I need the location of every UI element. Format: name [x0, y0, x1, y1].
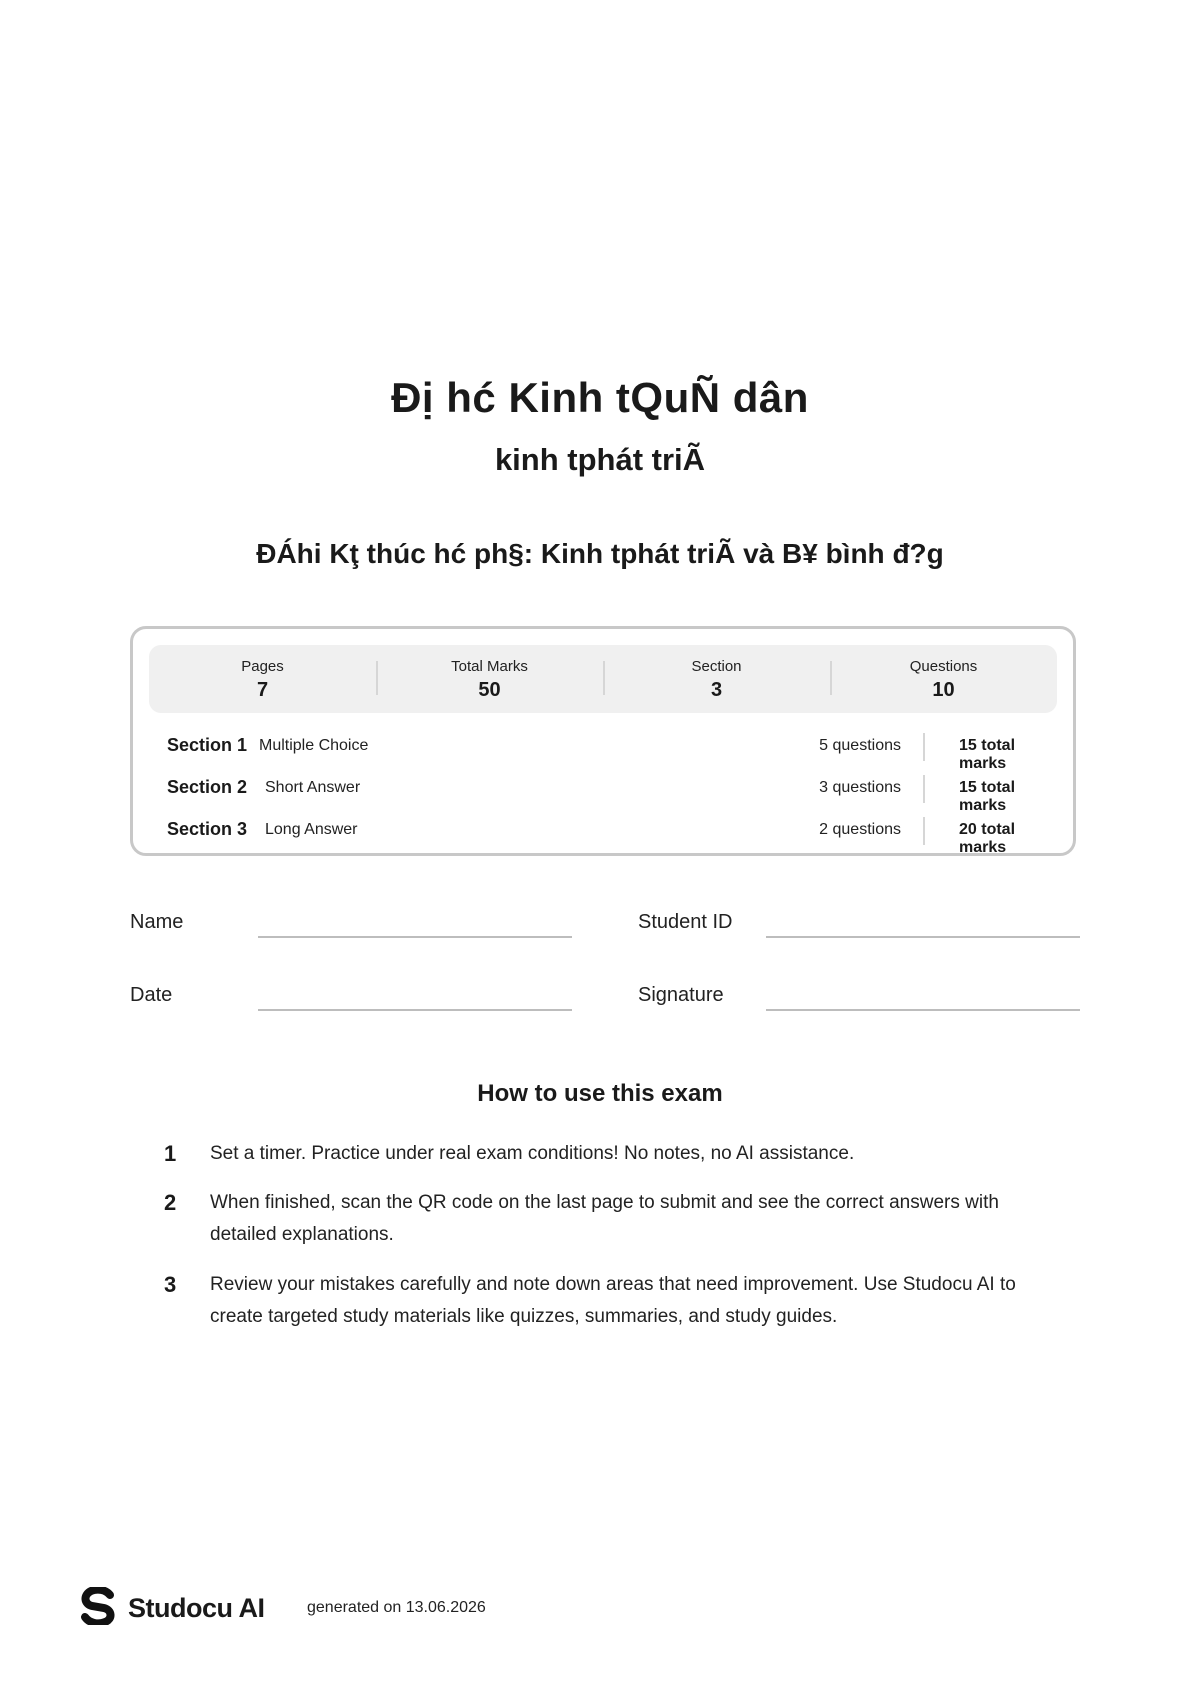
section-question-count: 3 questions: [819, 779, 901, 796]
studocu-logo-icon: [80, 1587, 116, 1630]
date-label: Date: [130, 984, 173, 1006]
stat-value: 7: [256, 679, 269, 701]
stat-total-marks: [376, 645, 603, 713]
section-name: Section 3: [167, 819, 248, 839]
course-title: kinh tphát triÃ: [494, 442, 706, 477]
step-text: Set a timer. Practice under real exam conditions! No notes, no AI assistance.: [210, 1143, 855, 1164]
exam-summary-card: [130, 626, 1076, 856]
step-number: 2: [164, 1190, 177, 1215]
signature-field[interactable]: [766, 1009, 1080, 1011]
section-row-3: [167, 815, 1047, 856]
section-divider: [923, 733, 925, 761]
section-type: Long Answer: [265, 821, 358, 838]
university-title: Đị hć Kinh tQuÑ dân: [391, 374, 809, 421]
stat-label: Total Marks: [451, 658, 528, 675]
stat-label: Pages: [241, 658, 284, 675]
section-question-count: 2 questions: [819, 821, 901, 838]
step-number: 3: [164, 1272, 177, 1297]
step-text: When finished, scan the QR code on the last page to submit and see the correct answers with detailed explanations.: [210, 1192, 999, 1245]
section-row-2: [167, 773, 1047, 814]
student-id-field[interactable]: [766, 936, 1080, 938]
stat-label: Section: [691, 658, 742, 675]
signature-label: Signature: [638, 984, 724, 1006]
section-name: Section 1: [167, 735, 248, 755]
stat-pages: [149, 645, 376, 713]
section-row-1: [167, 731, 1047, 772]
generated-date: generated on 13.06.2026: [307, 1599, 486, 1616]
brand-name: Studocu AI: [128, 1593, 265, 1623]
section-type: Short Answer: [265, 779, 361, 796]
section-total-marks: 20 total marks: [959, 821, 1016, 856]
exam-stats-bar: [149, 645, 1057, 713]
section-question-count: 5 questions: [819, 737, 901, 754]
section-divider: [923, 817, 925, 845]
section-divider: [923, 775, 925, 803]
exam-title: ĐÁhi Kţ thúc hć ph§: Kinh tphát triÃ và B¥ bình đ?g: [256, 538, 944, 569]
section-type: Multiple Choice: [259, 737, 369, 754]
stat-section: [603, 645, 830, 713]
name-label: Name: [130, 911, 184, 933]
step-text: Review your mistakes carefully and note down areas that need improvement. Use Studocu AI to create targeted study materials like quizzes, summaries, and study guides.: [210, 1274, 1016, 1327]
stat-value: 10: [932, 679, 955, 701]
section-total-marks: 15 total marks: [959, 737, 1016, 772]
section-total-marks: 15 total marks: [959, 779, 1016, 814]
section-name: Section 2: [167, 777, 248, 797]
name-field[interactable]: [258, 936, 572, 938]
stat-value: 50: [478, 679, 501, 701]
stat-label: Questions: [909, 658, 978, 675]
stat-questions: [830, 645, 1057, 713]
step-number: 1: [164, 1141, 177, 1166]
stat-value: 3: [710, 679, 723, 701]
howto-title: How to use this exam: [477, 1080, 723, 1107]
studocu-brand: [80, 1587, 265, 1630]
date-field[interactable]: [258, 1009, 572, 1011]
student-id-label: Student ID: [638, 911, 733, 933]
